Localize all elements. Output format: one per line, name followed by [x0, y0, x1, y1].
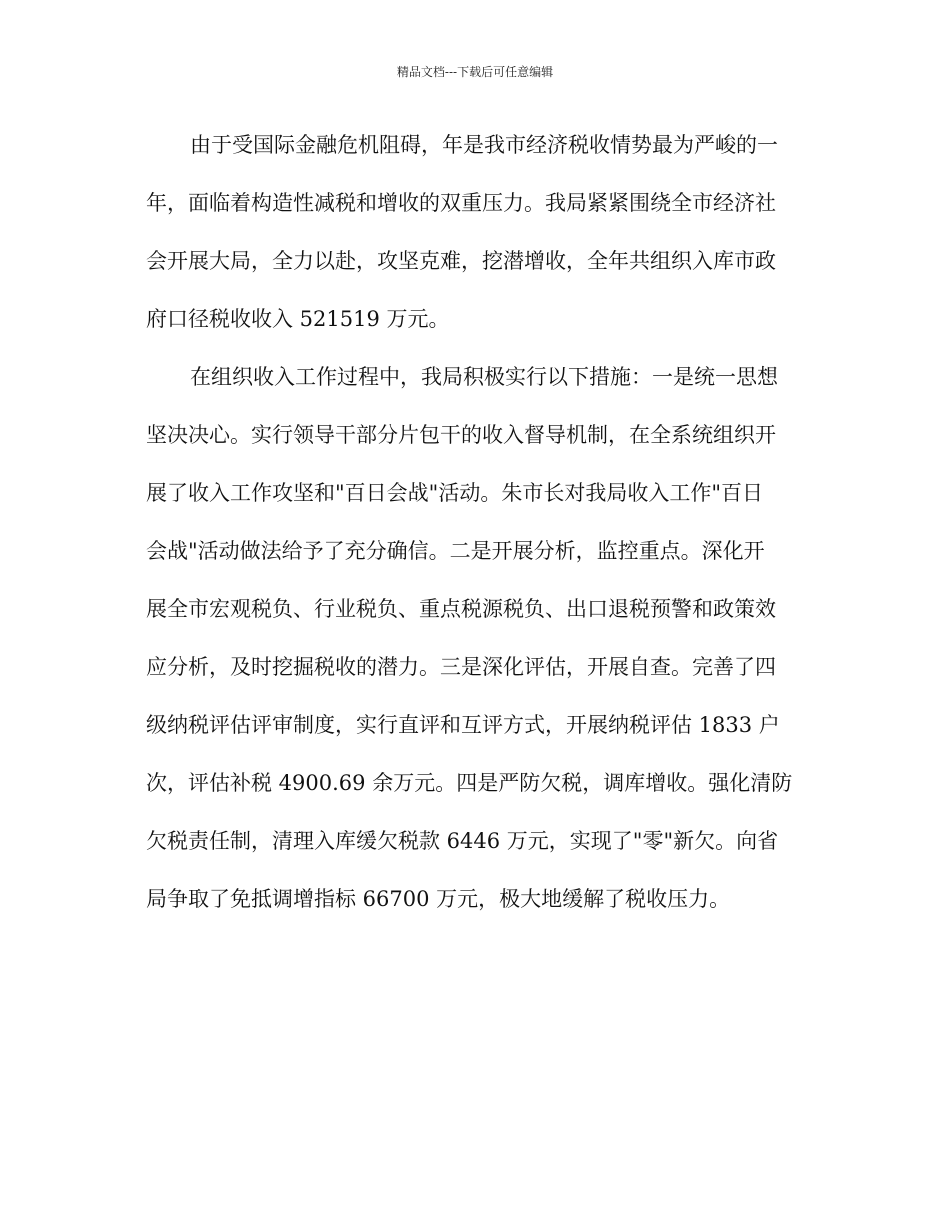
page-header: 精品文档---下载后可任意编辑	[396, 65, 554, 79]
paragraph-1	[146, 116, 806, 348]
text-line: 会开展大局，全力以赴，攻坚克难，挖潜增收，全年共组织入库市政	[146, 249, 776, 273]
paragraph-2	[146, 348, 806, 928]
text-line: 会战"活动做法给予了充分确信。二是开展分析，监控重点。深化开	[146, 539, 765, 563]
text-line: 局争取了免抵调增指标 66700 万元，极大地缓解了税收压力。	[146, 887, 731, 911]
text-line: 展全市宏观税负、行业税负、重点税源税负、出口退税预警和政策效	[146, 597, 776, 621]
text-line: 展了收入工作攻坚和"百日会战"活动。朱市长对我局收入工作"百日	[146, 481, 763, 505]
text-line: 府口径税收收入 521519 万元。	[146, 307, 450, 331]
document-body	[146, 116, 806, 928]
text-line: 在组织收入工作过程中，我局积极实行以下措施：一是统一思想	[190, 365, 778, 389]
text-line: 坚决决心。实行领导干部分片包干的收入督导机制，在全系统组织开	[146, 423, 776, 447]
text-line: 级纳税评估评审制度，实行直评和互评方式，开展纳税评估 1833 户	[146, 713, 780, 737]
text-line: 年，面临着构造性减税和增收的双重压力。我局紧紧围绕全市经济社	[146, 191, 776, 215]
text-line: 次，评估补税 4900.69 余万元。四是严防欠税，调库增收。强化清防	[146, 771, 793, 795]
text-line: 由于受国际金融危机阻碍，年是我市经济税收情势最为严峻的一	[190, 133, 778, 157]
text-line: 应分析，及时挖掘税收的潜力。三是深化评估，开展自查。完善了四	[146, 655, 776, 679]
text-line: 欠税责任制，清理入库缓欠税款 6446 万元，实现了"零"新欠。向省	[146, 829, 779, 853]
